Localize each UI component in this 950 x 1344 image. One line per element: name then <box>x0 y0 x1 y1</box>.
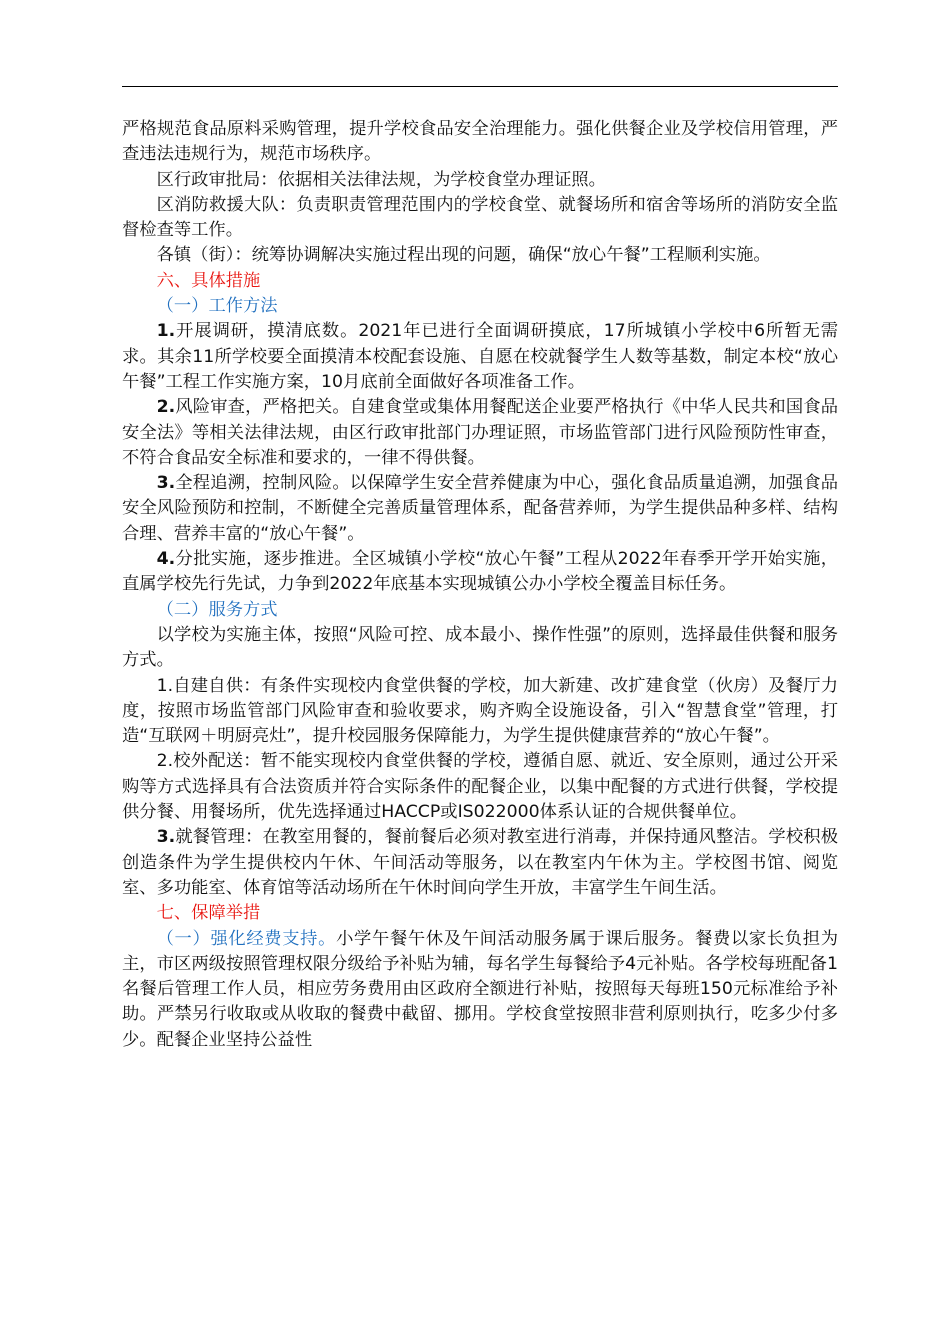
paragraph <box>122 547 838 598</box>
paragraph: 以学校为实施主体，按照“风险可控、成本最小、操作性强”的原则，选择最佳供餐和服务方式。 <box>122 624 838 671</box>
paragraph: 各镇（街）：统筹协调解决实施过程出现的问题，确保“放心午餐”工程顺利实施。 <box>156 245 771 266</box>
paragraph-text: 开展调研，摸清底数。2021年已进行全面调研摸底，17所城镇小学校中6所暂无需求。其余11所学校要全面摸清本校配套设施、自愿在校就餐学生人数等基数，制定本校“放心午餐”工程工作实施方案，10月底前全面做好各项准备工作。 <box>122 321 838 392</box>
paragraph: 1.自建自供：有条件实现校内食堂供餐的学校，加大新建、改扩建食堂（伙房）及餐厅力度，按照市场监管部门风险审查和验收要求，购齐购全设施设备，引入“智慧食堂”管理，打造“互联网＋明厨亮灶”，提升校园服务保障能力，为学生提供健康营养的“放心午餐”。 <box>122 675 838 747</box>
paragraph: 严格规范食品原料采购管理，提升学校食品安全治理能力。强化供餐企业及学校信用管理，严查违法违规行为，规范市场秩序。 <box>122 119 838 165</box>
paragraph <box>122 825 838 901</box>
paragraph-text: 分批实施，逐步推进。全区城镇小学校“放心午餐”工程从2022年春季开学开始实施，直属学校先行先试，力争到2022年底基本实现城镇公办小学校全覆盖目标任务。 <box>122 549 838 595</box>
paragraph-text: 小学午餐午休及午间活动服务属于课后服务。餐费以家长负担为主，市区两级按照管理权限分级给予补贴为辅，每名学生每餐给予4元补贴。各学校每班配备1名餐后管理工作人员，相应劳务费用由区政府全额进行补贴，按照每天每班150元标准给予补助。严禁另行收取或从收取的餐费中截留、挪用。学校食堂按照非营利原则执行，吃多少付多少。配餐企业坚持公益性 <box>122 928 838 1050</box>
paragraph-text: 风险审查，严格把关。自建食堂或集体用餐配送企业要严格执行《中华人民共和国食品安全法》等相关法律法规，由区行政审批部门办理证照，市场监管部门进行风险预防性审查，不符合食品安全标准和要求的，一律不得供餐。 <box>122 397 838 468</box>
item-number: 4. <box>156 549 176 570</box>
header-rule <box>122 86 838 87</box>
paragraph-text: 就餐管理：在教室用餐的，餐前餐后必须对教室进行消毒，并保持通风整洁。学校积极创造条件为学生提供校内午休、午间活动等服务，以在教室内午休为主。学校图书馆、阅览室、多功能室、体育馆等活动场所在午休时间向学生开放，丰富学生午间生活。 <box>122 827 838 898</box>
item-number: 1. <box>156 321 176 342</box>
paragraph <box>122 471 838 547</box>
subsection-heading: （一）工作方法 <box>156 296 278 317</box>
paragraph <box>122 395 838 471</box>
section-heading: 七、保障举措 <box>156 903 261 924</box>
item-number: 3. <box>156 473 176 494</box>
item-number: 3. <box>156 827 176 848</box>
paragraph-text: 全程追溯，控制风险。以保障学生安全营养健康为中心，强化食品质量追溯，加强食品安全风险预防和控制，不断健全完善质量管理体系，配备营养师，为学生提供品种多样、结构合理、营养丰富的“放心午餐”。 <box>122 473 838 544</box>
paragraph: 2.校外配送：暂不能实现校内食堂供餐的学校，遵循自愿、就近、安全原则，通过公开采购等方式选择具有合法资质并符合实际条件的配餐企业，以集中配餐的方式进行供餐，学校提供分餐、用餐场所，优先选择通过HACCP或IS022000体系认证的合规供餐单位。 <box>122 751 838 823</box>
paragraph <box>122 319 838 395</box>
paragraph <box>122 927 838 1053</box>
document-body <box>122 117 838 1053</box>
paragraph: 区消防救援大队：负责职责管理范围内的学校食堂、就餐场所和宿舍等场所的消防安全监督检查等工作。 <box>122 194 838 241</box>
paragraph: 区行政审批局：依据相关法律法规，为学校食堂办理证照。 <box>156 169 606 190</box>
item-number: 2. <box>156 397 176 418</box>
section-heading: 六、具体措施 <box>156 270 261 291</box>
subsection-heading: （一）强化经费支持。 <box>156 928 337 949</box>
subsection-heading: （二）服务方式 <box>156 599 278 620</box>
